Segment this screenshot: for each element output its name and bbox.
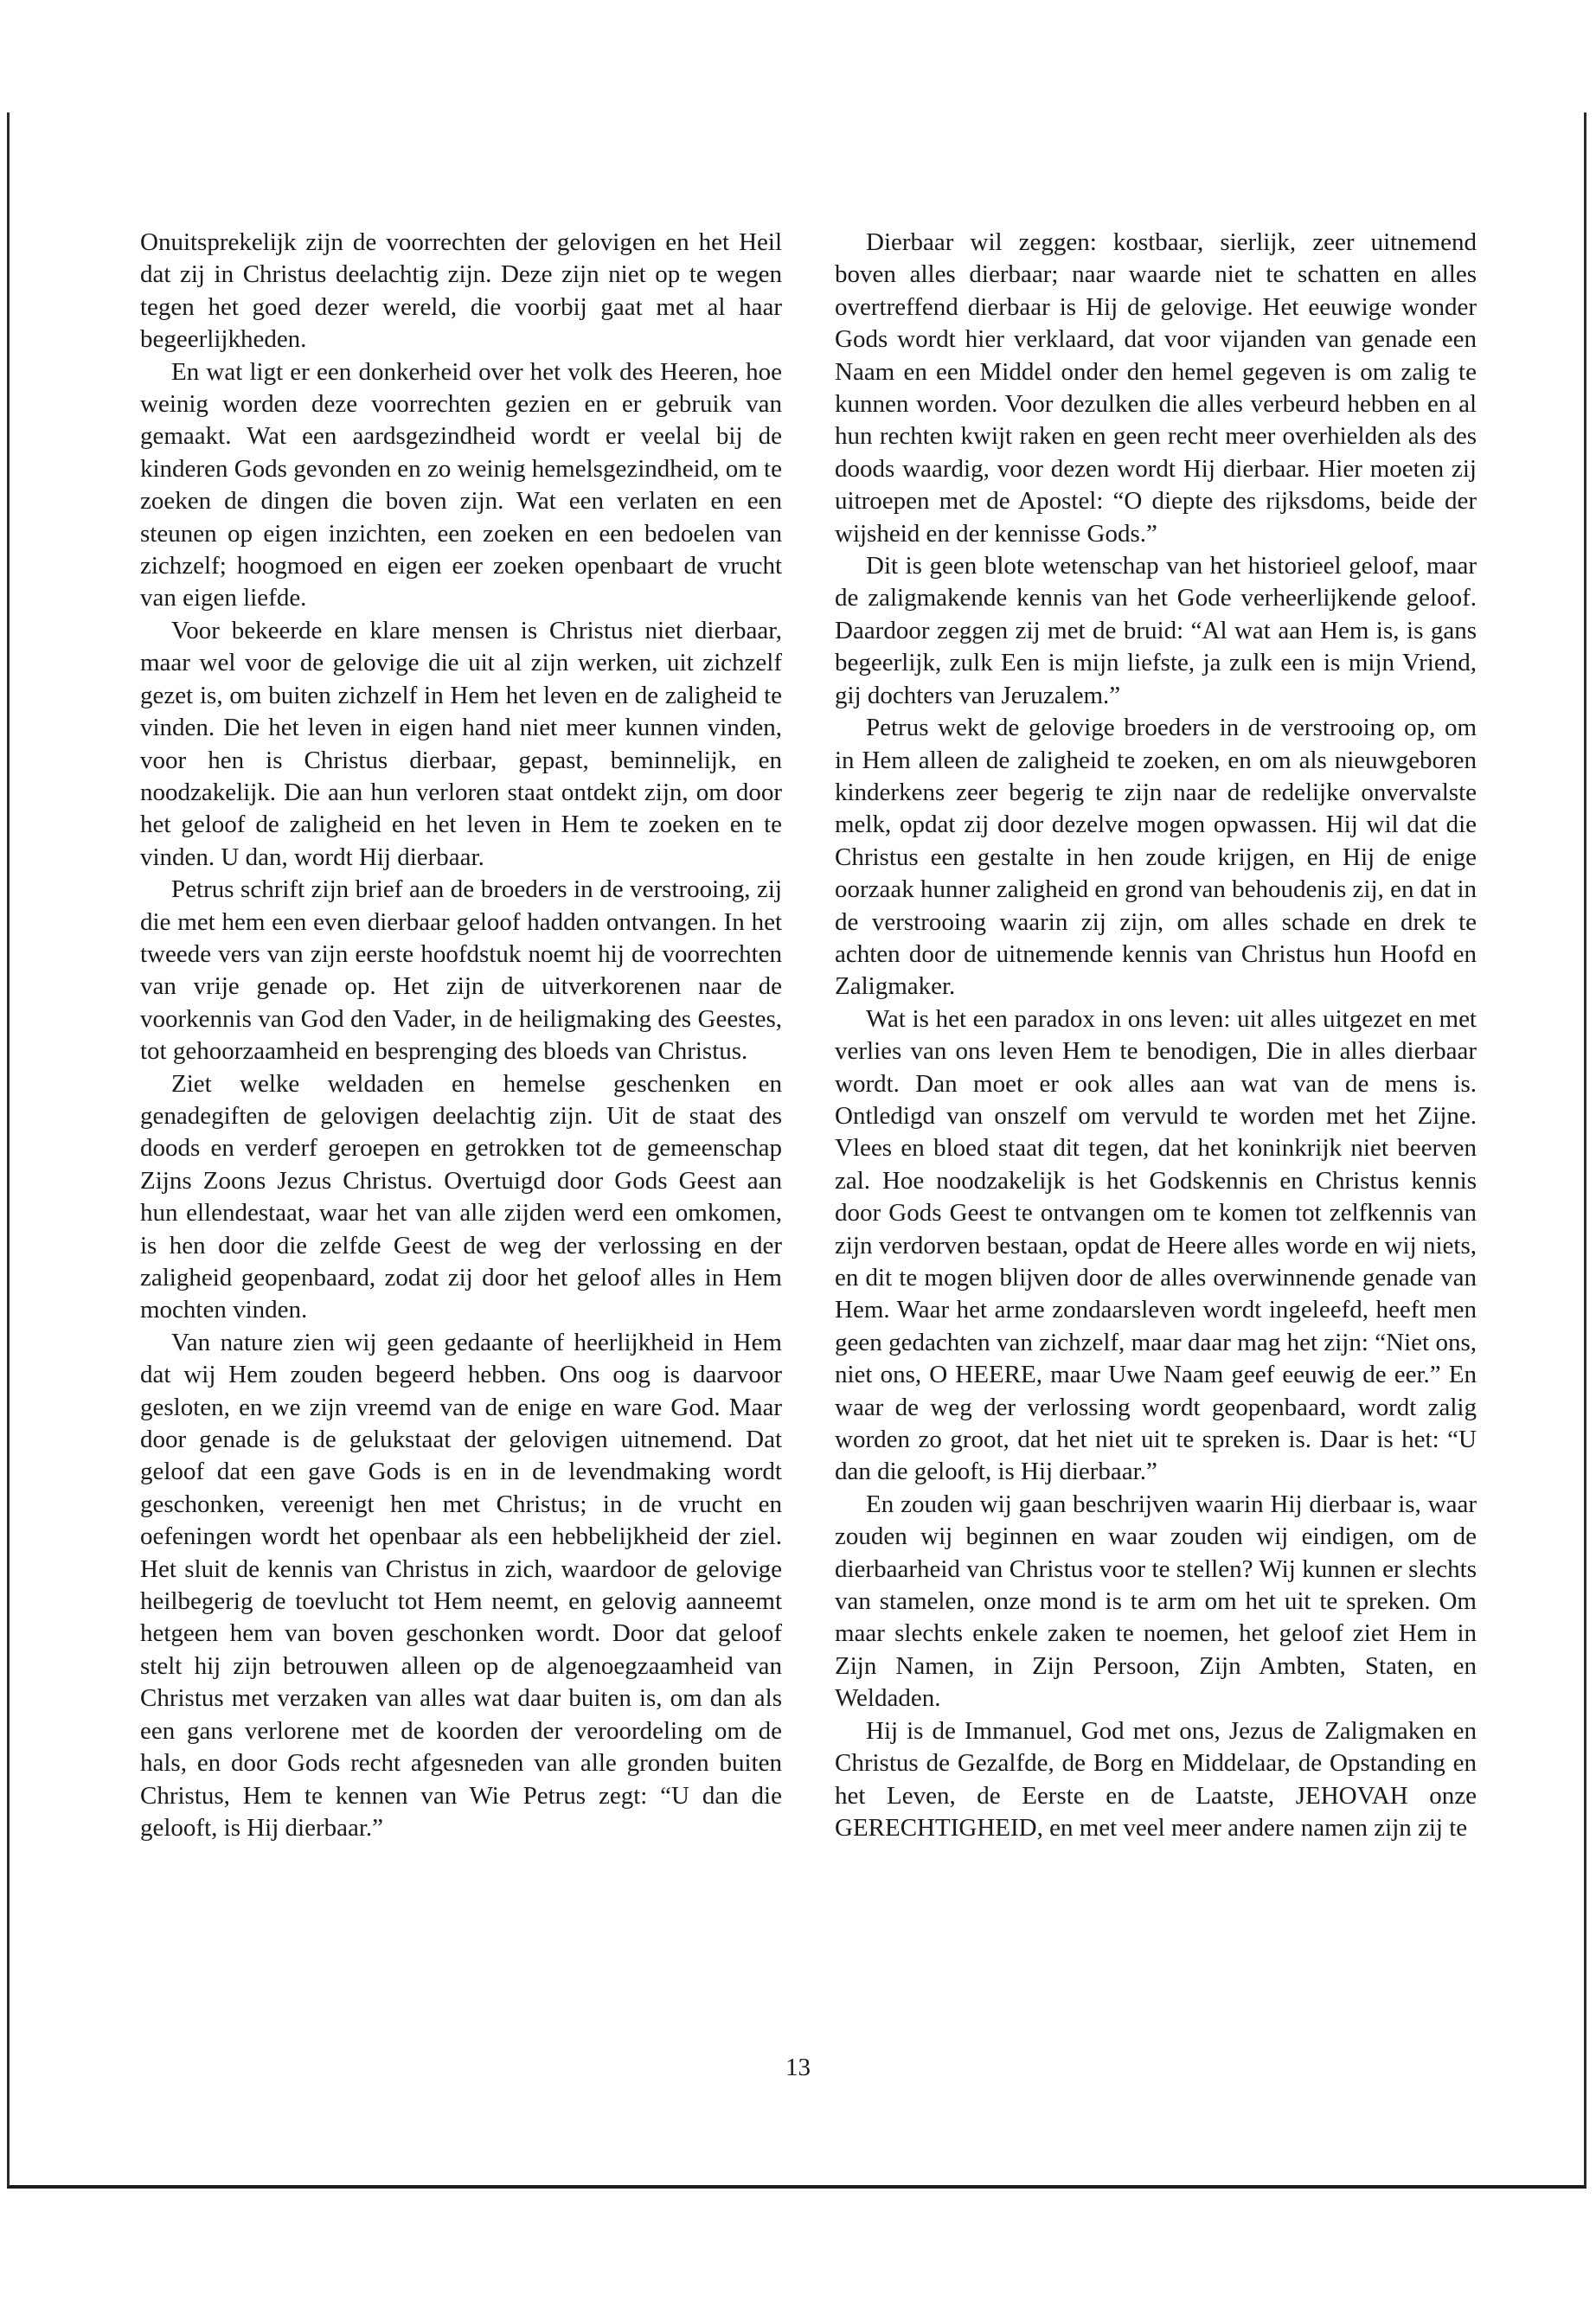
paragraph: Van nature zien wij geen gedaante of heerlijkheid in Hem dat wij Hem zouden begeerd hebben. Ons oog is daarvoor gesloten, en we zijn vreemd van de enige en ware God. Maar door genade is de gelukstaat der gelovigen uitnemend. Dat geloof dat een gave Gods is en in de levendmaking wordt geschonken, vereenigt hen met Christus; in de vrucht en oefeningen wordt het openbaar als een hebbelijkheid der ziel. Het sluit de kennis van Christus in zich, waardoor de gelovige heilbegerig de toevlucht tot Hem neemt, en gelovig aanneemt hetgeen hem van boven geschonken wordt. Door dat geloof stelt hij zijn betrouwen alleen op de algenoegzaamheid van Christus met verzaken van alles wat daar buiten is, om dan als een gans verlorene met de koorden der veroordeling om de hals, en door Gods recht afgesneden van alle gronden buiten Christus, Hem te kennen van Wie Petrus zegt: “U dan die gelooft, is Hij dierbaar.” (140, 1328, 782, 1842)
paragraph: Petrus schrift zijn brief aan de broeders in de verstrooing, zij die met hem een even dierbaar geloof hadden ontvangen. In het tweede vers van zijn eerste hoofdstuk noemt hij de voorrechten van vrije genade op. Het zijn de uitverkorenen naar de voorkennis van God den Vader, in de heiligmaking des Geestes, tot gehoorzaamheid en besprenging des bloeds van Christus. (140, 875, 782, 1066)
right-column (835, 227, 1477, 1844)
left-column (140, 227, 782, 1844)
paragraph: Hij is de Immanuel, God met ons, Jezus de Zaligmaken en Christus de Gezalfde, de Borg en Middelaar, de Opstanding en het Leven, de Eerste en de Laatste, JEHOVAH onze GERECHTIGHEID, en met veel meer andere namen zijn zij te (835, 1716, 1477, 1842)
paragraph: Wat is het een paradox in ons leven: uit alles uitgezet en met verlies van ons leven Hem te benodigen, Die in alles dierbaar wordt. Dan moet er ook alles aan wat van de mens is. Ontledigd van onszelf om vervuld te worden met het Zijne. Vlees en bloed staat dit tegen, dat het koninkrijk niet beerven zal. Hoe noodzakelijk is het Godskennis en Christus kennis door Gods Geest te ontvangen om te komen tot zelfkennis van zijn verdorven bestaan, opdat de Heere alles worde en wij niets, en dit te mogen blijven door de alles overwinnende genade van Hem. Waar het arme zondaarsleven wordt ingeleefd, heeft men geen gedachten van zichzelf, maar daar mag het zijn: “Niet ons, niet ons, O HEERE, maar Uwe Naam geef eeuwig de eer.” En waar de weg der verlossing wordt geopenbaard, wordt zalig worden zo groot, dat het niet uit te spreken is. Daar is het: “U dan die gelooft, is Hij dierbaar.” (835, 1004, 1477, 1486)
paragraph: Onuitsprekelijk zijn de voorrechten der gelovigen en het Heil dat zij in Christus deelachtig zijn. Deze zijn niet op te wegen tegen het goed dezer wereld, die voorbij gaat met al haar begeerlijkheden. (140, 228, 782, 354)
paragraph: Voor bekeerde en klare mensen is Christus niet dierbaar, maar wel voor de gelovige die uit al zijn werken, uit zichzelf gezet is, om buiten zichzelf in Hem het leven en de zaligheid te vinden. Die het leven in eigen hand niet meer kunnen vinden, voor hen is Christus dierbaar, gepast, beminnelijk, en noodzakelijk. Die aan hun verloren staat ontdekt zijn, om door het geloof de zaligheid en het leven in Hem te zoeken en te vinden. U dan, wordt Hij dierbaar. (140, 616, 782, 871)
paragraph: En wat ligt er een donkerheid over het volk des Heeren, hoe weinig worden deze voorrechten gezien en er gebruik van gemaakt. Wat een aardsgezindheid wordt er veelal bij de kinderen Gods gevonden en zo weinig hemelsgezindheid, om te zoeken de dingen die boven zijn. Wat een verlaten en een steunen op eigen inzichten, een zoeken en een bedoelen van zichzelf; hoogmoed en eigen eer zoeken openbaart de vrucht van eigen liefde. (140, 357, 782, 612)
paragraph: Ziet welke weldaden en hemelse geschenken en genadegiften de gelovigen deelachtig zijn. Uit de staat des doods en verderf geroepen en getrokken tot de gemeenschap Zijns Zoons Jezus Christus. Overtuigd door Gods Geest aan hun ellendestaat, waar het van alle zijden werd een omkomen, is hen door die zelfde Geest de weg der verlossing en der zaligheid geopenbaard, zodat zij door het geloof alles in Hem mochten vinden. (140, 1069, 782, 1324)
page-number: 13 (785, 2054, 811, 2081)
paragraph: Dierbaar wil zeggen: kostbaar, sierlijk, zeer uitnemend boven alles dierbaar; naar waarde niet te schatten en alles overtreffend dierbaar is Hij de gelovige. Het eeuwige wonder Gods wordt hier verklaard, dat voor vijanden van genade een Naam en een Middel onder den hemel gegeven is om zalig te kunnen worden. Voor dezulken die alles verbeurd hebben en al hun rechten kwijt raken en geen recht meer overhielden als des doods waardig, voor dezen wordt Hij dierbaar. Hier moeten zij uitroepen met de Apostel: “O diepte des rijksdoms, beide der wijsheid en der kennisse Gods.” (835, 228, 1477, 548)
paragraph: Dit is geen blote wetenschap van het historieel geloof, maar de zaligmakende kennis van het Gode verheerlijkende geloof. Daardoor zeggen zij met de bruid: “Al wat aan Hem is, is gans begeerlijk, zulk Een is mijn liefste, ja zulk een is mijn Vriend, gij dochters van Jeruzalem.” (835, 552, 1477, 709)
paragraph: Petrus wekt de gelovige broeders in de verstrooing op, om in Hem alleen de zaligheid te zoeken, en om als nieuwgeboren kinderkens zeer begerig te zijn naar de redelijke onvervalste melk, opdat zij door dezelve mogen opwassen. Hij wil dat die Christus een gestalte in hen zoude krijgen, en Hij de enige oorzaak hunner zaligheid en grond van behoudenis zij, en dat in de verstrooing waarin zij zijn, om alles schade en drek te achten door de uitnemende kennis van Christus hun Hoofd en Zaligmaker. (835, 714, 1477, 1001)
paragraph: En zouden wij gaan beschrijven waarin Hij dierbaar is, waar zouden wij beginnen en waar zouden wij eindigen, om de dierbaarheid van Christus voor te stellen? Wij kunnen er slechts van stamelen, onze mond is te arm om het uit te spreken. Om maar slechts enkele zaken te noemen, het geloof ziet Hem in Zijn Namen, in Zijn Persoon, Zijn Ambten, Staten, en Weldaden. (835, 1490, 1477, 1713)
